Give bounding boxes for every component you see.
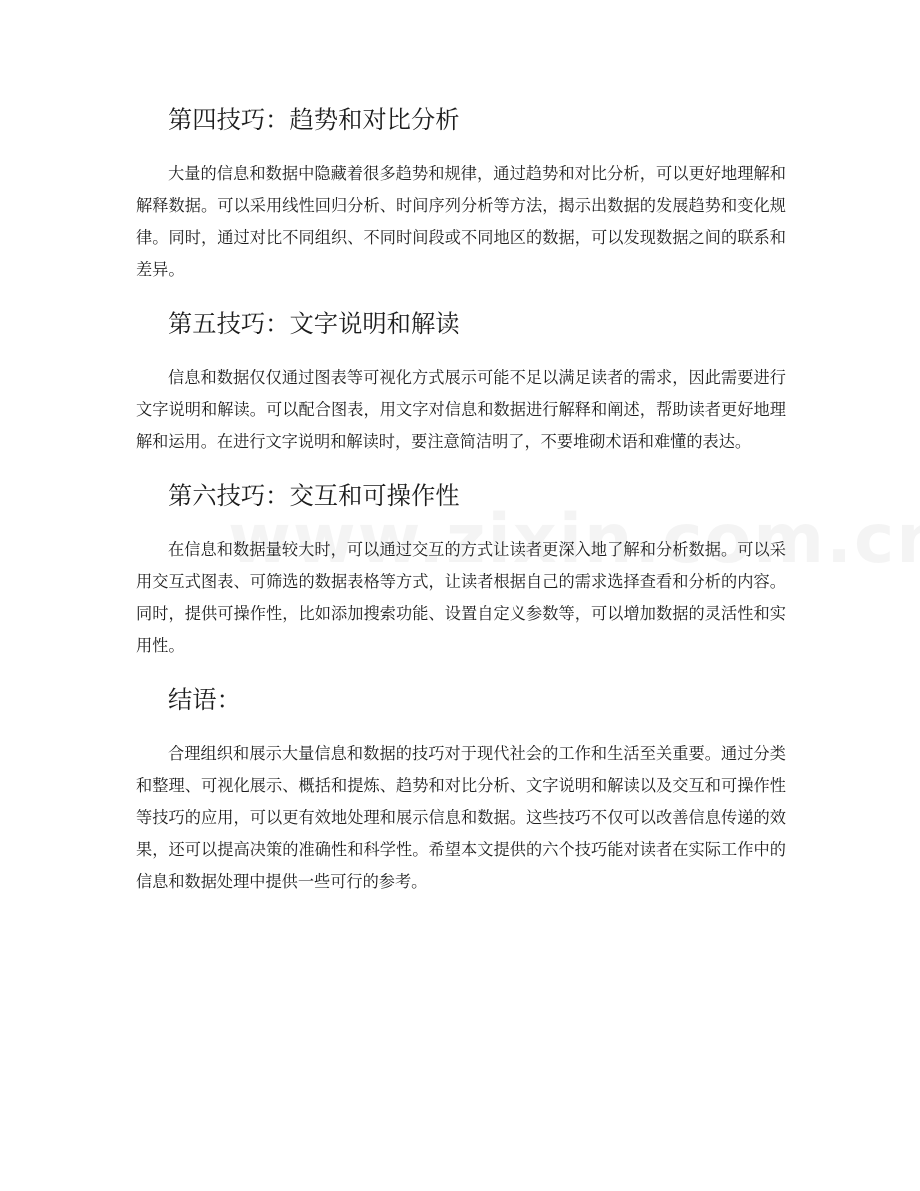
section-paragraph-trend-analysis: 大量的信息和数据中隐藏着很多趋势和规律，通过趋势和对比分析，可以更好地理解和解释数据。可以采用线性回归分析、时间序列分析等方法，揭示出数据的发展趋势和变化规律。同时，通过对比不同组织、不同时间段或不同地区的数据，可以发现数据之间的联系和差异。 [136,164,786,279]
section-paragraph-interaction: 在信息和数据量较大时，可以通过交互的方式让读者更深入地了解和分析数据。可以采用交互式图表、可筛选的数据表格等方式，让读者根据自己的需求选择查看和分析的内容。同时，提供可操作性，比如添加搜索功能、设置自定义参数等，可以增加数据的灵活性和实用性。 [136,540,786,655]
section-paragraph-conclusion: 合理组织和展示大量信息和数据的技巧对于现代社会的工作和生活至关重要。通过分类和整理、可视化展示、概括和提炼、趋势和对比分析、文字说明和解读以及交互和可操作性等技巧的应用，可以更有效地处理和展示信息和数据。这些技巧不仅可以改善信息传递的效果，还可以提高决策的准确性和科学性。希望本文提供的六个技巧能对读者在实际工作中的信息和数据处理中提供一些可行的参考。 [136,744,786,891]
section-heading-text-explanation: 第五技巧：文字说明和解读 [168,309,460,338]
section-heading-interaction: 第六技巧：交互和可操作性 [168,481,460,510]
document-body [136,104,786,898]
section-heading-conclusion: 结语： [168,685,241,714]
section-paragraph-text-explanation: 信息和数据仅仅通过图表等可视化方式展示可能不足以满足读者的需求，因此需要进行文字说明和解读。可以配合图表，用文字对信息和数据进行解释和阐述，帮助读者更好地理解和运用。在进行文字说明和解读时，要注意简洁明了，不要堆砌术语和难懂的表达。 [136,368,786,451]
section-heading-trend-analysis: 第四技巧：趋势和对比分析 [168,105,460,134]
